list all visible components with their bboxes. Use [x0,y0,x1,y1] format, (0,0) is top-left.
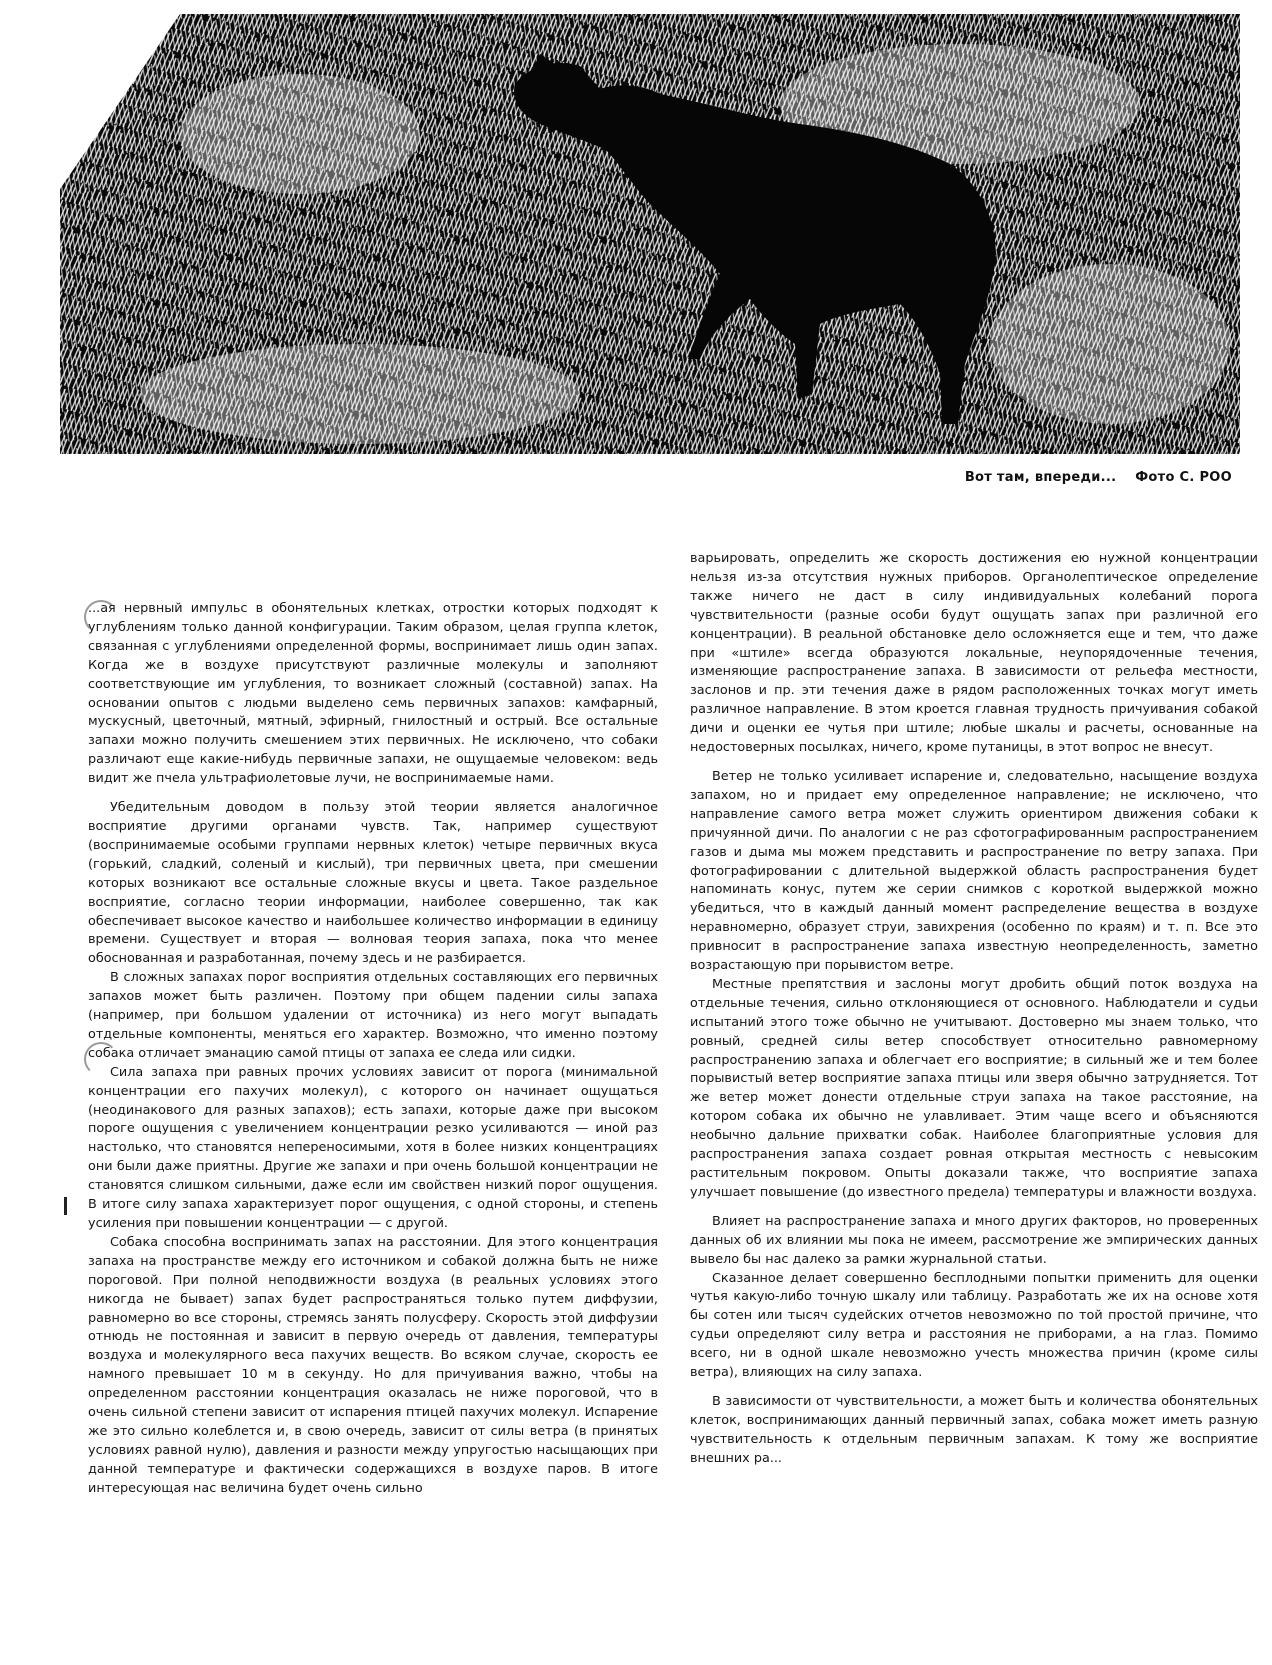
margin-mark [64,1197,67,1215]
paragraph: Влияет на распространение запаха и много других факторов, но проверенных данных об их влиянии мы пока не имеем, рассмотрение же эмпирических данных вывело бы нас далеко за рамки журнальной статьи. [690,1213,1258,1267]
paragraph: Сила запаха при равных прочих условиях зависит от порога (минимальной концентрации его пахучих молекул), с которого он начинает ощущаться (неодинакового для разных запахов); есть запахи, которые даже при высоком пороге ощущения с увеличением концентрации резко усиливаются — иной раз настолько, что становятся непереносимыми, хотя в более низких концентрациях они были даже приятны. Другие же запахи и при очень большой концентрации не становятся слишком сильными, даже если им свойствен низкий порог ощущения. В итоге силу запаха характеризует порог ощущения, с одной стороны, и степень усиления при повышении концентрации — с другой. [88,1064,658,1231]
paragraph: Ветер не только усиливает испарение и, следовательно, насыщение воздуха запахом, но и придает ему определенное направление; не исключено, что направление самого ветра может служить ориентиром движения собаки к причуянной дичи. По аналогии с не раз сфотографированным распространением газов и дыма мы можем представить и распространение по ветру запаха. При фотографировании с длительной выдержкой область распространения будет напоминать конус, путем же серии снимков с короткой выдержкой можно убедиться, что в каждый данный момент распределение вещества в воздухе неравномерно, образует струи, завихрения (особенно по краям) и т. п. Все это привносит в распространение запаха известную неопределенность, заметно возрастающую при порывистом ветре. [690,768,1258,974]
paragraph: варьировать, определить же скорость достижения ею нужной концентрации нельзя из-за отсутствия нужных приборов. Органолептическое определение также ничего не даст в силу индивидуальных колебаний порога чувствительности (разные особи будут ощущать запах при различной его концентрации). В реальной обстановке дело осложняется еще и тем, что даже при «штиле» всегда образуются локальные, неупорядоченные течения, изменяющие распространение запаха. В зависимости от рельефа местности, заслонов и пр. эти течения даже в рядом расположенных точках могут иметь различное направление. В этом кроется главная трудность причуивания собакой дичи и оценки ее чутья при штиле; любые шкалы и расчеты, основанные на недостоверных посылках, ничего, кроме путаницы, в этот вопрос не внесут. [690,551,1258,756]
paragraph: Местные препятствия и заслоны могут дробить общий поток воздуха на отдельные течения, сильно отклоняющиеся от основного. Наблюдатели и судьи испытаний этого тоже обычно не учитывают. Достоверно мы знаем только, что ровный, средней силы ветер способствует относительно равномерному распространению запаха и облегчает его восприятие; в сильный же и тем более порывистый ветер восприятие запаха птицы или зверя обычно затрудняется. Тот же ветер может донести отдельные струи запаха на такое расстояние, на котором собака их обычно не улавливает. Этим чаще всего и объясняются необычно дальние прихватки собак. Наиболее благоприятные условия для распространения запаха создает ровная открытая местность с невысоким растительным покровом. Опыты доказали также, что восприятие запаха улучшает повышение (до известного предела) температуры и влажности воздуха. [690,976,1258,1200]
paragraph: В зависимости от чувствительности, а может быть и количества обонятельных клеток, воспринимающих данный первичный запах, собака может иметь разную чувствительность к отдельным первичным запахам. К тому же восприятие внешних ра... [690,1393,1258,1466]
article-column-right [690,550,1258,1600]
paragraph: В сложных запахах порог восприятия отдельных составляющих его первичных запахов может быть различен. Поэтому при общем падении силы запаха (например, при большом удалении от источника) из него могут выпадать отдельные компоненты, меняться его характер. Возможно, что именно поэтому собака отличает эманацию самой птицы от запаха ее следа или сидки. [88,970,658,1061]
paragraph: Убедительным доводом в пользу этой теории является аналогичное восприятие другими органами чувств. Так, например существуют (воспринимаемые особыми группами нервных клеток) четыре первичных вкуса (горький, сладкий, соленый и кислый), три первичных цвета, при смешении которых возникают все остальные сложные вкусы и цвета. Такое раздельное восприятие, согласно теории информации, наиболее совершенно, так как обеспечивает высокое качество и наибольшее количество информации в единицу времени. Существует и вторая — волновая теория запаха, пока что менее обоснованная и разработанная, почему здесь и не разбирается. [88,800,658,967]
caption-credit: Фото С. РОО [1135,470,1232,485]
caption-title: Вот там, впереди... [964,470,1117,485]
paragraph: Сказанное делает совершенно бесплодными попытки применить для оценки чутья какую-либо точную шкалу или таблицу. Разработать же их на основе хотя бы сотен или тысяч судейских отчетов невозможно по той простой причине, что судьи определяют силу ветра и расстояния не приборами, а на глаз. Помимо всего, ни в одной шкале невозможно учесть множества причин (кроме силы ветра), влияющих на силу запаха. [690,1270,1258,1381]
paragraph: Собака способна воспринимать запах на расстоянии. Для этого концентрация запаха на пространстве между его источником и собакой должна быть не ниже пороговой. При полной неподвижности воздуха (в реальных условиях этого никогда не бывает) запах будет распространяться только путем диффузии, равномерно во все стороны, стремясь занять полусферу. Скорость этой диффузии отнюдь не постоянная и зависит в первую очередь от давления, температуры воздуха и молекулярного веса пахучих веществ. Во всяком случае, скорость ее намного превышает 10 м в секунду. Но для причуивания важно, чтобы на определенном расстоянии концентрация оказалась не ниже пороговой, что в очень сильной степени зависит от испарения птицей пахучих молекул. Испарение же это сильно колеблется и, в свою очередь, зависит от силы ветра (в принятых условиях равной нулю), давления и разности между упругостью насыщающих при данной температуре и фактически содержащихся в воздухе паров. В итоге интересующая нас величина будет очень сильно [88,1234,658,1496]
dog-photo [60,14,1240,454]
paragraph: ...ая нервный импульс в обонятельных клетках, отростки которых подходят к углублениям только данной конфигурации. Таким образом, целая группа клеток, связанная с углублениями определенной формы, воспринимает лишь один запах. Когда же в воздухе присутствуют различные молекулы и заполняют соответствующие им углубления, то возникает сложный (составной) запах. На основании опытов с людьми выделено семь первичных запахов: камфарный, мускусный, цветочный, мятный, эфирный, гнилостный и острый. Все остальные запахи можно получить смешением этих первичных. Не исключено, что собаки различают еще какие-нибудь первичные запахи, не ощущаемые человеком: ведь видит же пчела ультрафиолетовые лучи, не воспринимаемые нами. [88,601,658,787]
dog-in-grass-photo-icon [60,14,1240,454]
photo-caption [965,470,1232,485]
article-column-left [88,600,658,1650]
